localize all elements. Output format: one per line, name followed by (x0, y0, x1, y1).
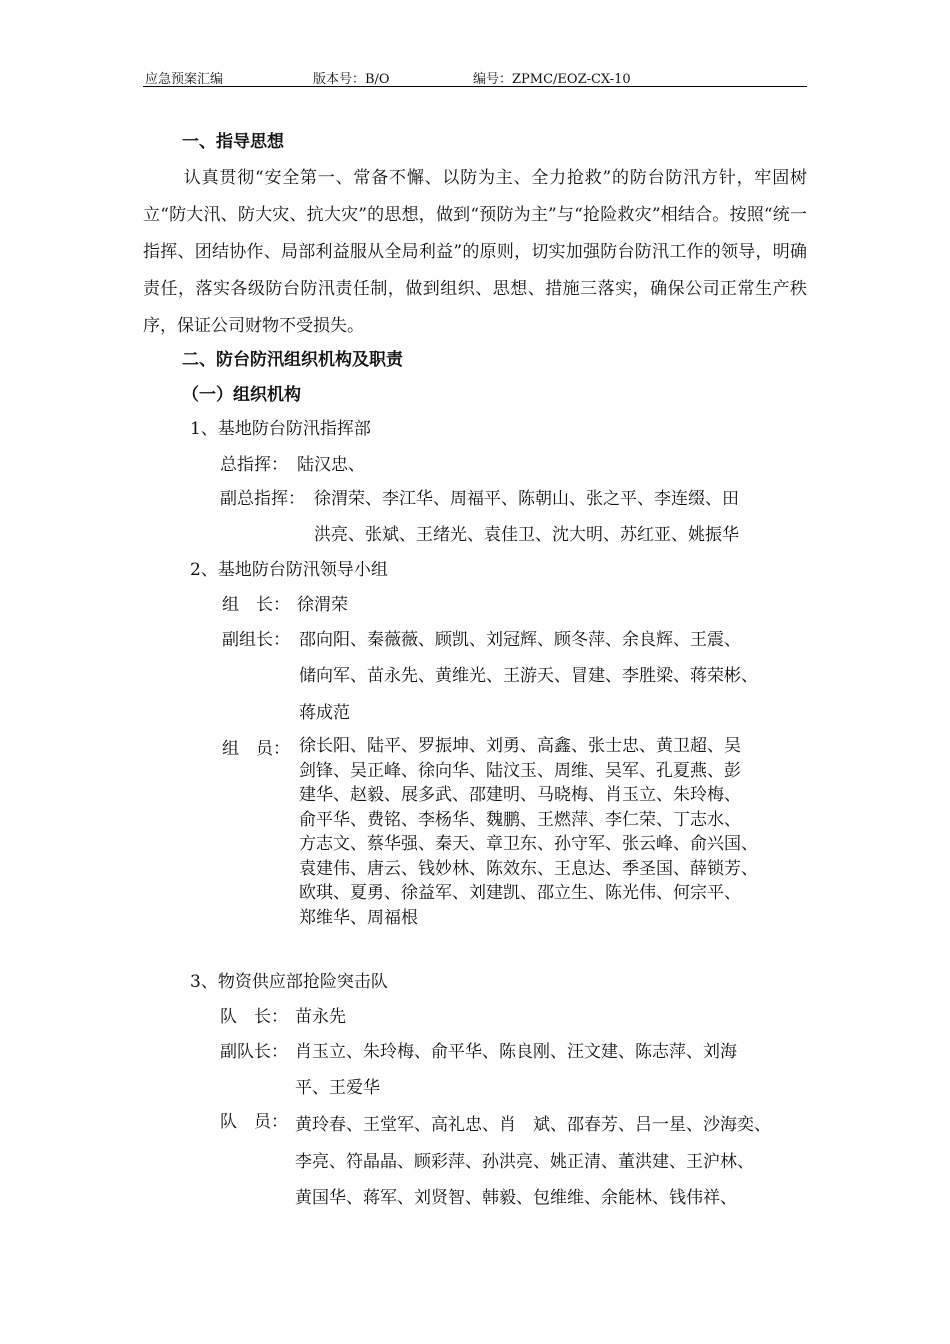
member-line: 方志文、蔡华强、秦天、章卫东、孙守军、张云峰、俞兴国、 (299, 834, 758, 854)
item3-leader-label: 队 长： (220, 1007, 288, 1027)
item2-deputy-label: 副组长： (222, 630, 290, 650)
item2-deputy-line1: 邵向阳、秦薇薇、顾凯、刘冠辉、顾冬萍、余良辉、王震、 (299, 630, 741, 650)
item2-deputy-line3: 蒋成范 (299, 703, 350, 723)
item2-leader-label: 组 长： (222, 595, 290, 615)
item2-leader: 徐渭荣 (297, 595, 348, 615)
item2-deputy-line2: 储向军、苗永先、黄维光、王游天、冒建、李胜梁、蒋荣彬、 (299, 666, 758, 686)
member-line: 欧琪、夏勇、徐益军、刘建凯、邵立生、陈光伟、何宗平、 (299, 883, 741, 903)
item3-title: 3、物资供应部抢险突击队 (190, 972, 388, 992)
section2-sub1-title: （一）组织机构 (182, 385, 301, 405)
section2-title: 二、防台防汛组织机构及职责 (182, 350, 403, 370)
item2-members-label: 组 员： (222, 739, 290, 759)
item3-leader: 苗永先 (295, 1007, 346, 1027)
member-line: 李亮、符晶晶、顾彩萍、孙洪亮、姚正清、董洪建、王沪林、 (295, 1151, 754, 1172)
header-doc-name: 应急预案汇编 (145, 72, 224, 87)
section1-text: 认真贯彻“安全第一、常备不懈、以防为主、全力抢救”的防台防汛方针，牢固树立“防大汛、防大灾、抗大灾”的思想，做到“预防为主”与“抢险救灾”相结合。按照“统一指挥、团结协作、局部利益服从全局利益”的原则，切实加强防台防汛工作的领导，明确责任，落实各级防台防汛责任制，做到组织、思想、措施三落实，确保公司正常生产秩序，保证公司财物不受损失。 (143, 168, 807, 336)
item1-commander: 陆汉忠、 (297, 455, 365, 475)
section1-paragraph (143, 160, 807, 345)
item3-deputy-label: 副队长： (220, 1042, 288, 1062)
member-line: 袁建伟、唐云、钱妙林、陈效东、王息达、季圣国、薛锁芳、 (299, 858, 758, 879)
item1-commander-label: 总指挥： (220, 455, 288, 475)
member-line: 郑维华、周福根 (299, 907, 418, 928)
header-code: 编号：ZPMC/EOZ-CX-10 (473, 72, 631, 87)
member-line: 建华、赵毅、展多武、邵建明、马晓梅、肖玉立、朱玲梅、 (299, 785, 741, 805)
member-line: 徐长阳、陆平、罗振坤、刘勇、高鑫、张士忠、黄卫超、吴 (299, 736, 741, 756)
page-header (143, 66, 807, 87)
header-version: 版本号：B/O (313, 72, 390, 87)
item3-deputy-line2: 平、王爱华 (295, 1078, 380, 1098)
item1-deputy-line1: 徐渭荣、李江华、周福平、陈朝山、张之平、李连缀、田 (314, 489, 739, 509)
section1-title: 一、指导思想 (182, 132, 284, 152)
member-line: 俞平华、费铭、李杨华、魏鹏、王燃萍、李仁荣、丁志水、 (299, 809, 741, 830)
item1-title: 1、基地防台防汛指挥部 (190, 419, 371, 439)
item2-members-list (299, 734, 758, 930)
item2-title: 2、基地防台防汛领导小组 (190, 560, 388, 580)
item3-deputy-line1: 肖玉立、朱玲梅、俞平华、陈良刚、汪文建、陈志萍、刘海 (295, 1042, 737, 1062)
item1-deputy-line2: 洪亮、张斌、王绪光、袁佳卫、沈大明、苏红亚、姚振华 (314, 525, 739, 545)
item3-members-label: 队 员： (220, 1112, 288, 1132)
item1-deputy-label: 副总指挥： (220, 489, 305, 509)
item3-members-list (295, 1107, 771, 1217)
member-line: 黄国华、蒋军、刘贤智、韩毅、包维维、余能林、钱伟祥、 (295, 1188, 737, 1208)
member-line: 黄玲春、王堂军、高礼忠、肖 斌、邵春芳、吕一星、沙海奕、 (295, 1115, 771, 1135)
member-line: 剑锋、吴正峰、徐向华、陆汶玉、周维、吴军、孔夏燕、彭 (299, 760, 741, 781)
